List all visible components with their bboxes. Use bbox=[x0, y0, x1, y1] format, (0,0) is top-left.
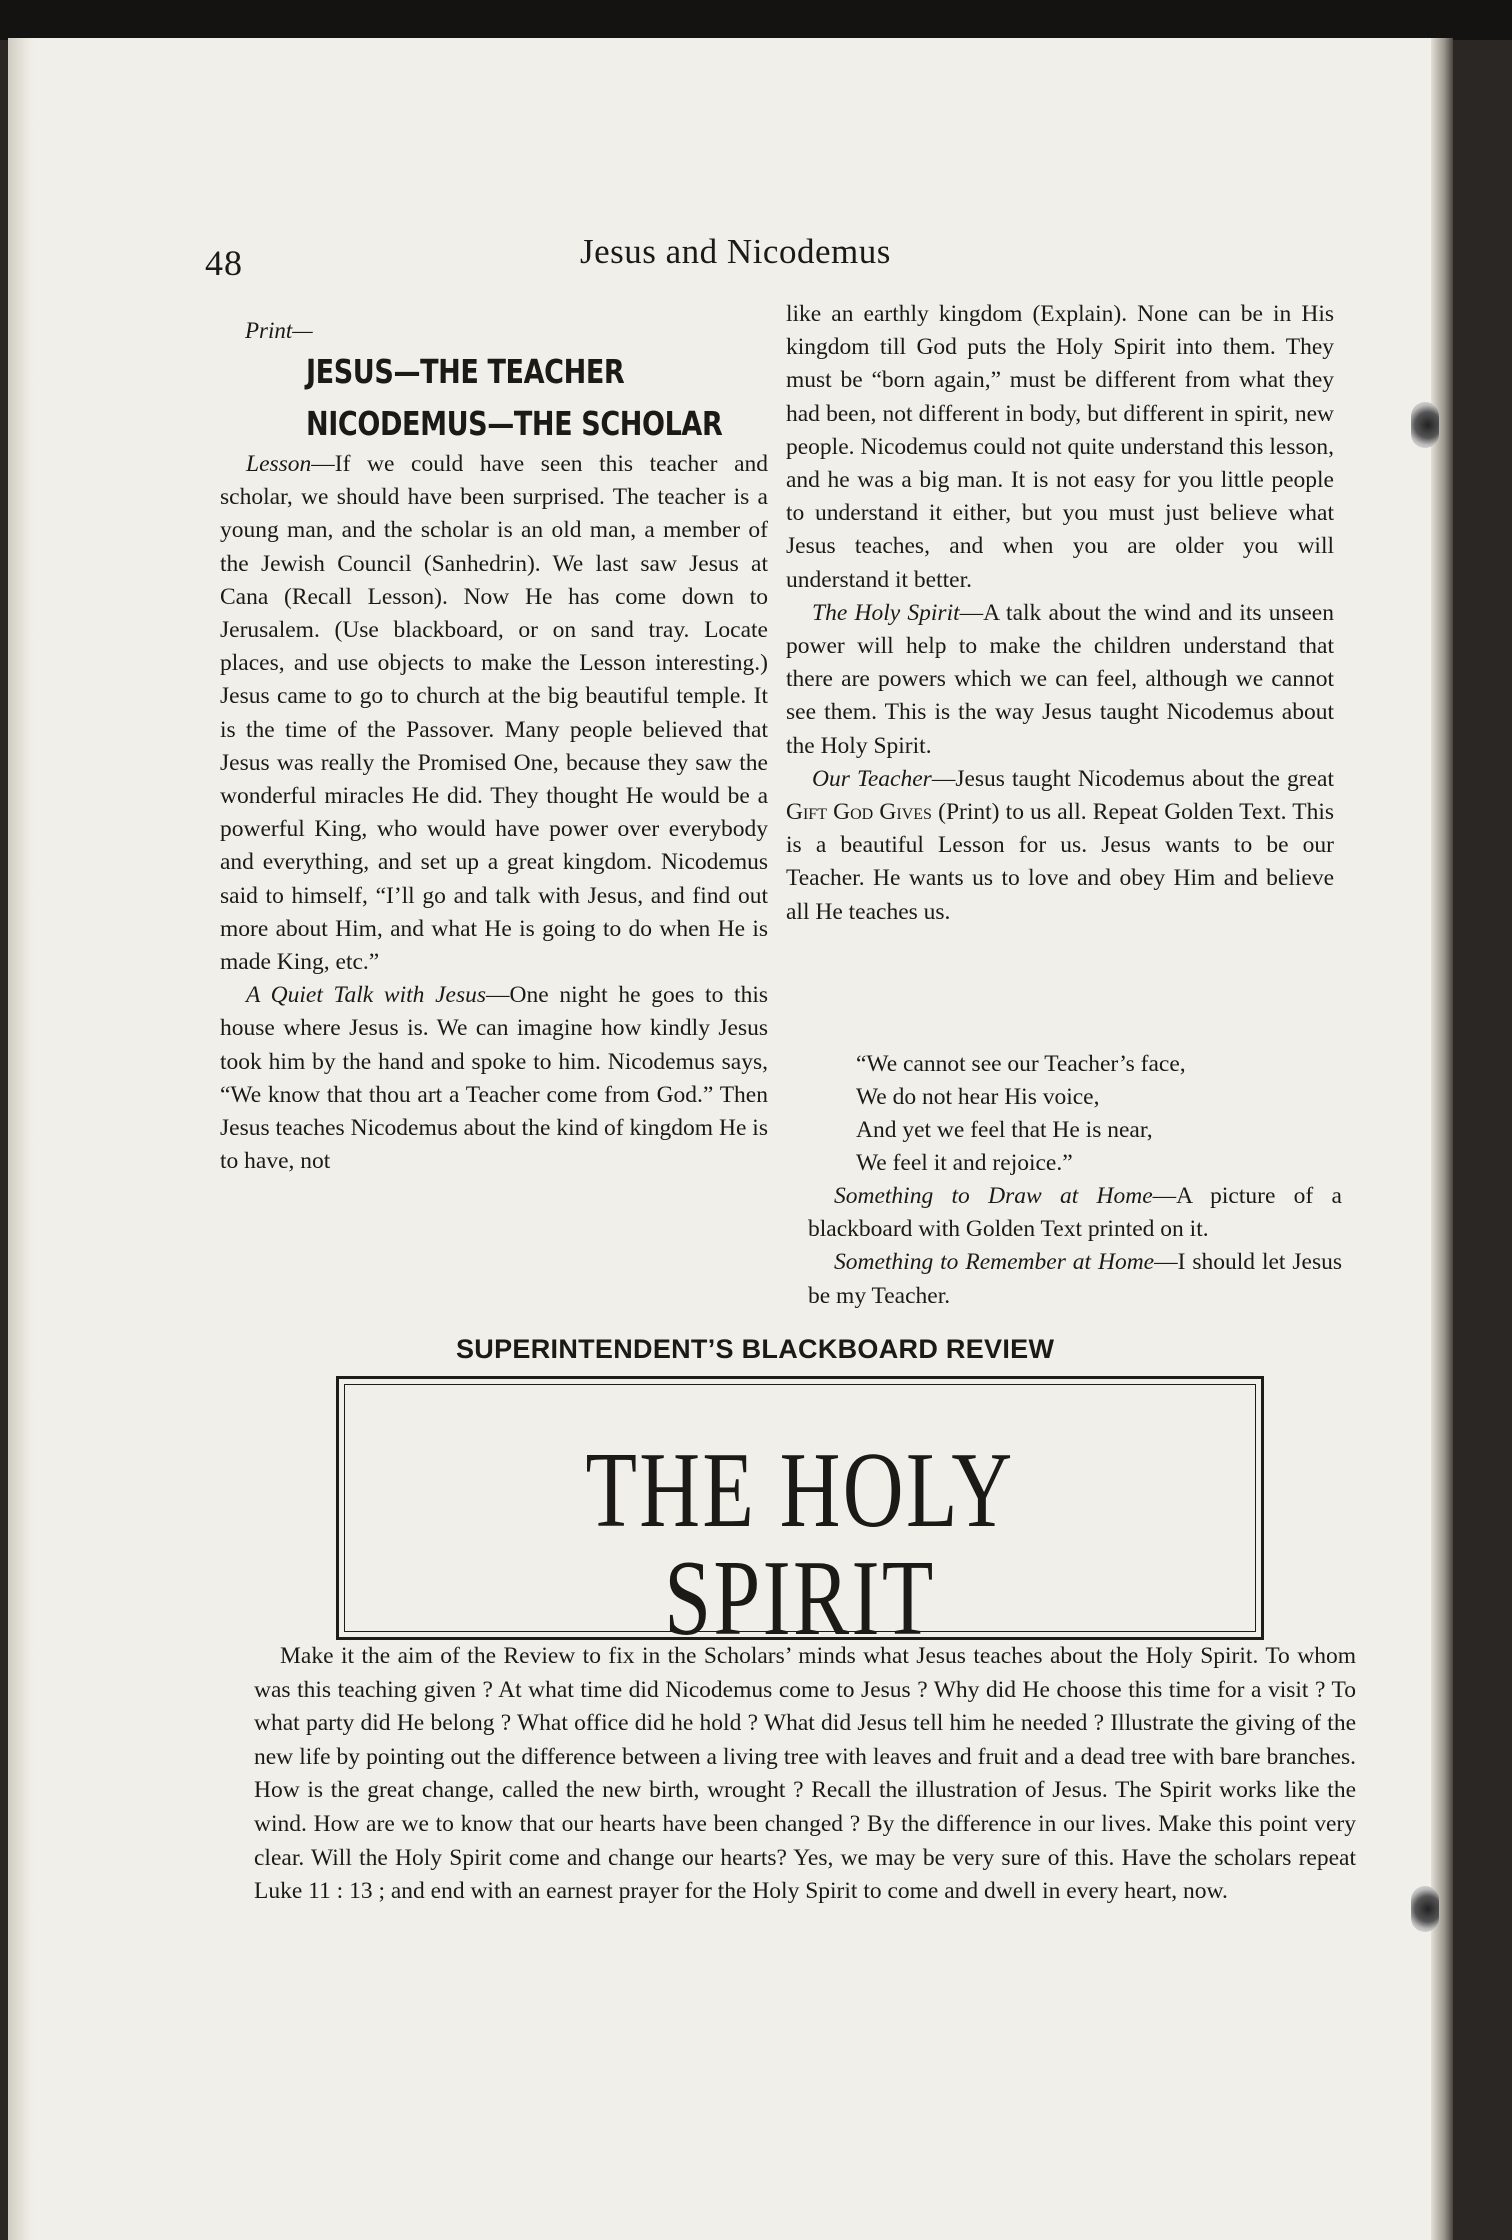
gift-god-gives: Gift God Gives bbox=[786, 799, 932, 826]
verse-line: “We cannot see our Teacher’s face, bbox=[856, 1051, 1186, 1077]
quiet-talk-label: A Quiet Talk with Jesus bbox=[246, 982, 486, 1009]
print-label: Print— bbox=[245, 318, 313, 343]
verse-line: And yet we feel that He is near, bbox=[856, 1117, 1153, 1143]
blackboard-text: THE HOLY SPIRIT bbox=[585, 1431, 1015, 1658]
scan-top-edge bbox=[0, 0, 1512, 40]
right-column bbox=[786, 298, 1334, 929]
heading-teacher: JESUS—THE TEACHER bbox=[306, 352, 625, 391]
review-paragraph: Make it the aim of the Review to fix in the Scholars’ minds what Jesus teaches about the Holy Spirit. To whom was this teaching given ? At what time did Nicodemus come to Jesus ? Why did He choose this time for a visit ? To what party did He belong ? What office did he hold ? What did Jesus tell him he needed ? Illustrate the giving of the new life by pointing out the difference between a living tree with leaves and fruit and a dead tree with bare branches. How is the great change, called the new birth, wrought ? Recall the illustration of Jesus. The Spirit works like the wind. How are we to know that our hearts have been changed ? By the difference in our lives. Make this point very clear. Will the Holy Spirit come and change our hearts? Yes, we may be very sure of this. Have the scholars repeat Luke 11 : 13 ; and end with an earnest prayer for the Holy Spirit to come and dwell in every heart, now. bbox=[254, 1643, 1356, 1905]
continuation-paragraph: like an earthly kingdom (Explain). None can be in His kingdom till God puts the Holy Spirit into them. They must be “born again,” must be different from what they had been, not different in body, but different in spirit, new people. Nicodemus could not quite understand this lesson, and he was a big man. It is not easy for you little people to understand it either, but you must just believe what Jesus teaches, and when you are older you will understand it better. bbox=[786, 301, 1334, 593]
binder-ring-icon bbox=[1411, 402, 1439, 448]
page-number: 48 bbox=[205, 243, 243, 283]
our-teacher-paragraph bbox=[786, 763, 1334, 929]
our-teacher-text-a: —Jesus taught Nicodemus about the great bbox=[931, 765, 1335, 792]
lesson-text: —If we could have seen this teacher and scholar, we should have been surprised. The teacher is a young man, and the scholar is an old man, a member of the Jewish Council (Sanhedrin). We last saw Jesus at Cana (Recall Lesson). Now He has come down to Jerusalem. (Use blackboard, or on sand tray. Locate places, and use objects to make the Lesson interesting.) Jesus came to go to church at the big beautiful temple. It is the time of the Passover. Many people believed that Jesus was really the Promised One, because they saw the wonderful miracles He did. They thought He would be a powerful King, who would have power over everybody and everything, and set up a great kingdom. Nicodemus said to himself, “I’ll go and talk with Jesus, and find out more about Him, and what He is going to do when He is made King, etc.” bbox=[220, 451, 768, 976]
review-body bbox=[254, 1640, 1356, 1909]
blackboard-box bbox=[336, 1376, 1264, 1658]
left-column bbox=[220, 448, 768, 1178]
remember-at-home-text: —I should let Jesus be my Teacher. bbox=[808, 1249, 1343, 1309]
binder-ring-icon bbox=[1411, 1886, 1439, 1932]
heading-scholar: NICODEMUS—THE SCHOLAR bbox=[306, 404, 723, 443]
lesson-paragraph bbox=[220, 448, 768, 979]
quiet-talk-text: —One night he goes to this house where Jesus is. We can imagine how kindly Jesus took him by the hand and spoke to him. Nicodemus says, “We know that thou art a Teacher come from God.” Then Jesus teaches Nicodemus about the kind of kingdom He is to have, not bbox=[220, 982, 768, 1175]
poem-verse bbox=[856, 1048, 1186, 1180]
holy-spirit-text: —A talk about the wind and its unseen power will help to make the children understand that there are powers which we can feel, although we cannot see them. This is the way Jesus taught Nicodemus about the Holy Spirit. bbox=[786, 599, 1334, 759]
draw-at-home-text: —A picture of a blackboard with Golden Text printed on it. bbox=[808, 1183, 1342, 1243]
our-teacher-label: Our Teacher bbox=[812, 765, 932, 792]
page-gutter-shadow bbox=[8, 38, 34, 2240]
home-activities bbox=[808, 1180, 1342, 1313]
quiet-talk-paragraph bbox=[220, 979, 768, 1178]
holy-spirit-label: The Holy Spirit bbox=[812, 599, 960, 626]
remember-at-home-paragraph bbox=[808, 1246, 1342, 1312]
verse-line: We do not hear His voice, bbox=[856, 1084, 1100, 1110]
draw-at-home-paragraph bbox=[808, 1180, 1342, 1246]
our-teacher-text-b: (Print) to us all. Repeat Golden Text. This is a beautiful Lesson for us. Jesus wants to be our Teacher. He wants us to love and obey Him and believe all He teaches us. bbox=[786, 799, 1334, 925]
review-title: SUPERINTENDENT’S BLACKBOARD REVIEW bbox=[456, 1334, 1055, 1364]
running-title: Jesus and Nicodemus bbox=[580, 232, 891, 271]
draw-at-home-label: Something to Draw at Home bbox=[834, 1183, 1153, 1209]
remember-at-home-label: Something to Remember at Home bbox=[834, 1249, 1155, 1276]
verse-line: We feel it and rejoice.” bbox=[856, 1150, 1073, 1176]
lesson-label: Lesson bbox=[246, 451, 312, 477]
holy-spirit-paragraph bbox=[786, 597, 1334, 763]
